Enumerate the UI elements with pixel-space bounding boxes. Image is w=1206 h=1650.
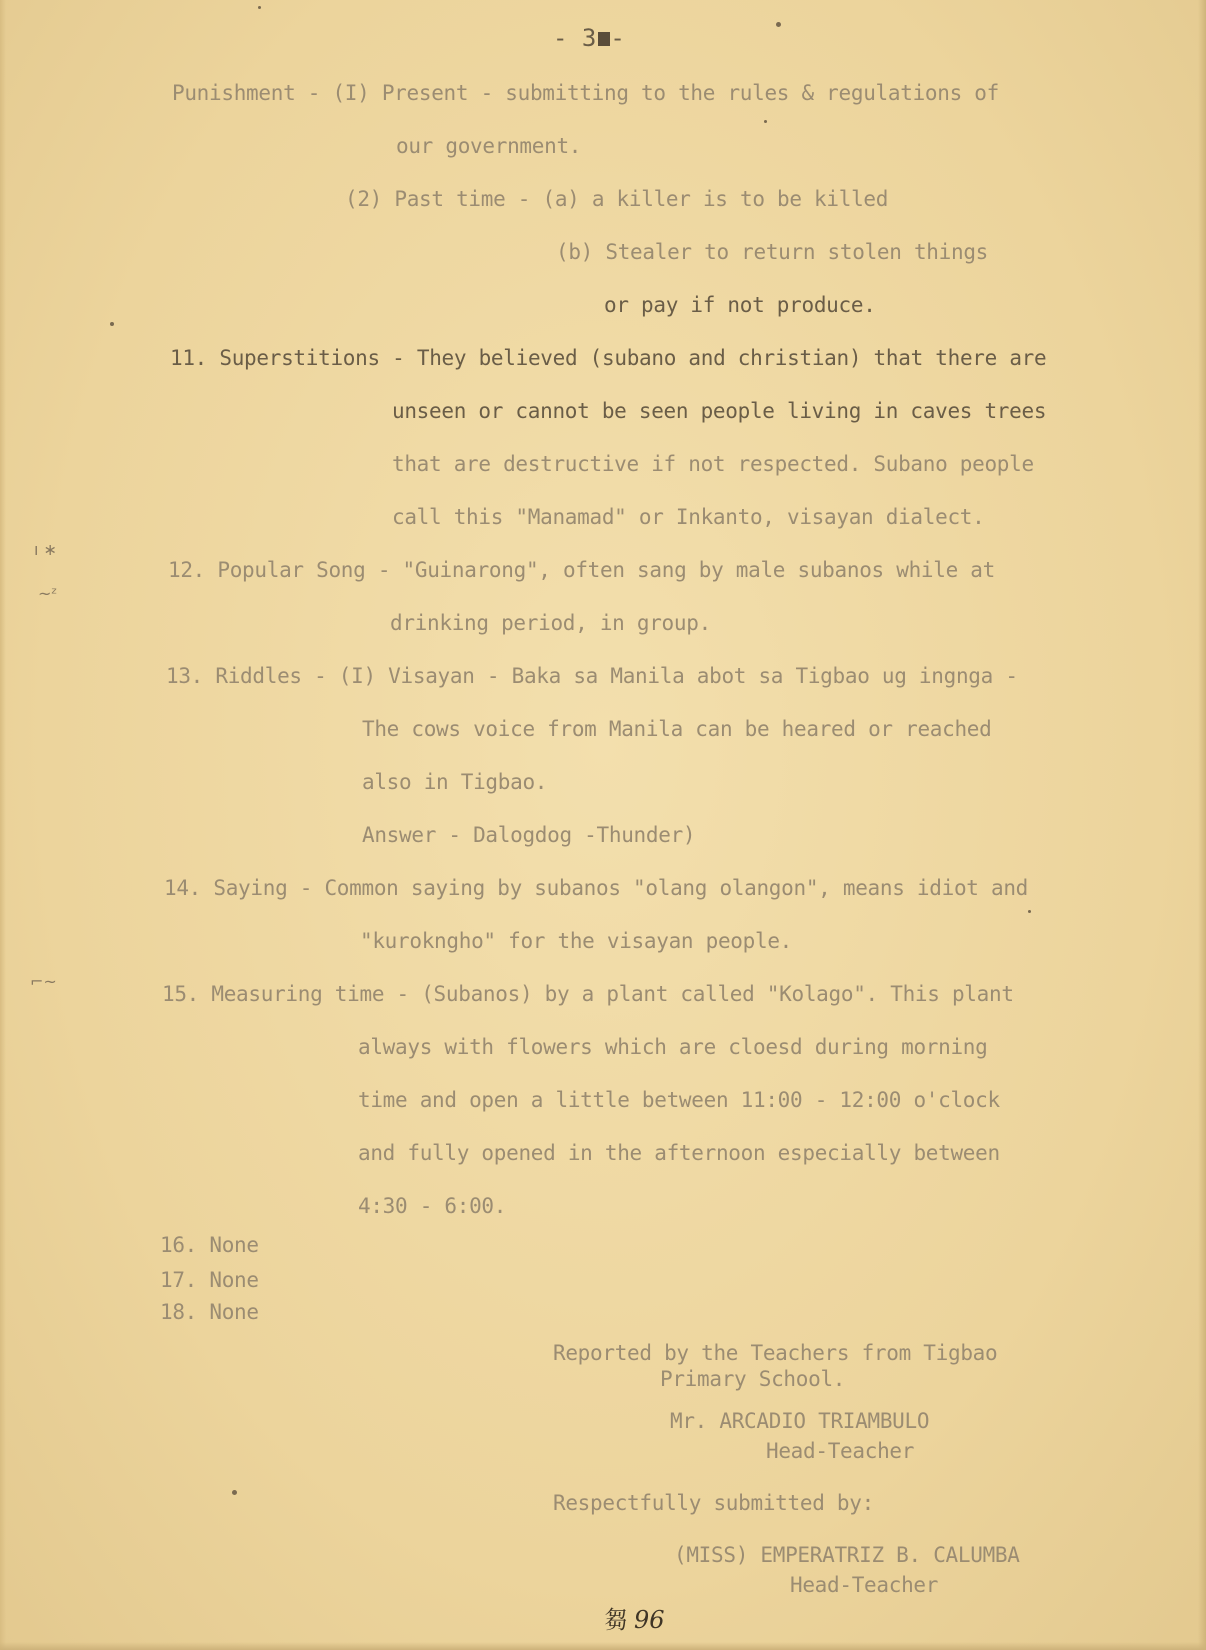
text-line-superstitions-2: unseen or cannot be seen people living in caves trees <box>392 399 1047 423</box>
text-line-popular-song: 12. Popular Song - "Guinarong", often sang by male subanos while at <box>168 558 995 582</box>
text-line-riddles: 13. Riddles - (I) Visayan - Baka sa Manila abot sa Tigbao ug ingnga - <box>166 664 1018 688</box>
paper-speck <box>110 322 114 326</box>
submitted-by: Respectfully submitted by: <box>553 1491 874 1515</box>
text-line-stealer-cont: or pay if not produce. <box>604 293 876 317</box>
text-line-item-16: 16. None <box>160 1233 259 1257</box>
text-line-measuring-time-2: always with flowers which are cloesd during morning <box>358 1035 988 1059</box>
text-line-saying: 14. Saying - Common saying by subanos "olang olangon", means idiot and <box>164 876 1029 900</box>
text-line-item-17: 17. None <box>160 1268 259 1292</box>
reported-by: Reported by the Teachers from Tigbao <box>553 1341 998 1365</box>
margin-scribble: ~ᶻ <box>38 584 58 603</box>
paper-speck <box>776 22 781 27</box>
reported-by-school: Primary School. <box>660 1367 846 1391</box>
text-line-superstitions-4: call this "Manamad" or Inkanto, visayan dialect. <box>392 505 985 529</box>
margin-dash: ⌐~ <box>30 972 57 991</box>
submitter-name: (MISS) EMPERATRIZ B. CALUMBA <box>674 1543 1020 1567</box>
handwritten-page-number: 芻 96 <box>604 1606 665 1634</box>
text-line-superstitions-3: that are destructive if not respected. Subano people <box>392 452 1034 476</box>
submitter-title: Head-Teacher <box>790 1573 939 1597</box>
text-line-measuring-time: 15. Measuring time - (Subanos) by a plant called "Kolago". This plant <box>162 982 1014 1006</box>
reporter-title: Head-Teacher <box>766 1439 915 1463</box>
text-line-punishment: Punishment - (I) Present - submitting to the rules & regulations of <box>172 81 999 105</box>
paper-edge-right <box>1198 0 1206 1650</box>
reporter-name: Mr. ARCADIO TRIAMBULO <box>670 1409 930 1433</box>
text-line-riddles-answer: Answer - Dalogdog -Thunder) <box>362 823 696 847</box>
text-line-item-18: 18. None <box>160 1300 259 1324</box>
paper-edge-bottom <box>0 1642 1206 1650</box>
text-line-riddles-2: The cows voice from Manila can be heared or reached <box>362 717 992 741</box>
page-number: - 3 - <box>553 24 625 52</box>
paper-speck <box>232 1490 237 1495</box>
text-line-past-time: (2) Past time - (a) a killer is to be killed <box>345 187 889 211</box>
text-line-stealer: (b) Stealer to return stolen things <box>556 240 989 264</box>
paper-edge-left <box>0 0 6 1650</box>
paper-speck <box>258 6 261 9</box>
text-line-superstitions: 11. Superstitions - They believed (subano and christian) that there are <box>170 346 1047 370</box>
text-line-measuring-time-4: and fully opened in the afternoon especially between <box>358 1141 1000 1165</box>
margin-tick-mark: ı ∗ <box>34 540 57 559</box>
text-line-saying-cont: "kurokngho" for the visayan people. <box>360 929 793 953</box>
text-line-riddles-3: also in Tigbao. <box>362 770 548 794</box>
text-line-measuring-time-5: 4:30 - 6:00. <box>358 1194 507 1218</box>
paper-speck <box>1028 910 1031 913</box>
text-line-punishment-cont: our government. <box>396 134 582 158</box>
text-line-measuring-time-3: time and open a little between 11:00 - 12:00 o'clock <box>358 1088 1000 1112</box>
paper-speck <box>764 120 767 123</box>
text-line-popular-song-cont: drinking period, in group. <box>390 611 711 635</box>
page-number-blot <box>598 32 610 46</box>
